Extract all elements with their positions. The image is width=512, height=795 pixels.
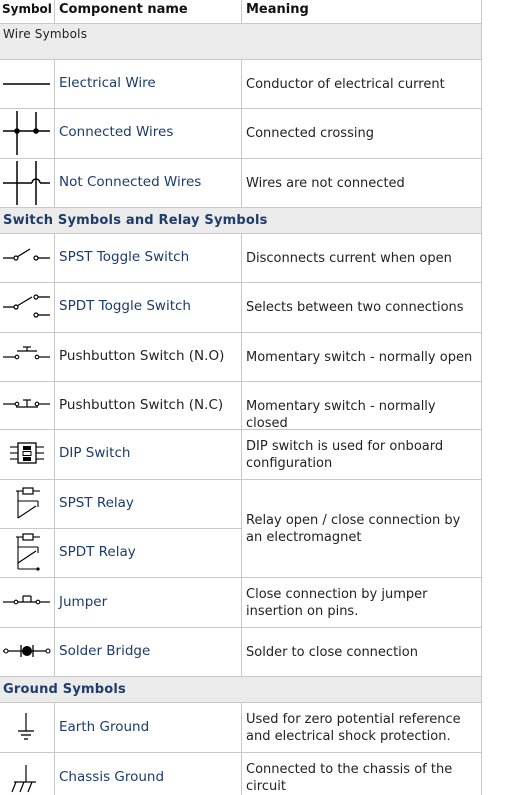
component-name[interactable]: Electrical Wire <box>59 75 156 91</box>
section-switch-relay-symbols <box>0 208 481 234</box>
spdt-relay-icon <box>0 529 54 577</box>
spst-toggle-switch-icon <box>0 234 54 282</box>
component-meaning: Used for zero potential reference and electrical shock protection. <box>246 712 461 744</box>
connected-wires-icon <box>0 109 54 158</box>
header-component-name: Component name <box>59 2 188 17</box>
header-symbol: Symbol <box>2 2 52 16</box>
column-divider <box>241 0 242 24</box>
component-name[interactable]: Chassis Ground <box>59 769 165 785</box>
component-name[interactable]: SPST Toggle Switch <box>59 249 190 265</box>
component-meaning: Connected to the chassis of the circuit <box>246 762 453 794</box>
section-ground-symbols <box>0 677 481 703</box>
jumper-icon <box>0 578 54 627</box>
component-meaning: Relay open / close connection by an electromagnet <box>246 513 461 545</box>
section-wire-symbols <box>0 24 481 60</box>
component-name[interactable]: SPDT Toggle Switch <box>59 298 191 314</box>
component-meaning: Momentary switch - normally open <box>246 350 473 365</box>
section-title: Ground Symbols <box>3 682 126 697</box>
column-divider <box>241 703 242 795</box>
component-name: Pushbutton Switch (N.C) <box>59 397 224 413</box>
not-connected-wires-icon <box>0 159 54 207</box>
component-name: Pushbutton Switch (N.O) <box>59 348 225 364</box>
component-name[interactable]: Connected Wires <box>59 124 174 140</box>
section-title: Wire Symbols <box>3 27 88 41</box>
component-name[interactable]: Jumper <box>59 594 108 610</box>
solder-bridge-icon <box>0 628 54 676</box>
electrical-wire-icon <box>0 60 54 108</box>
component-meaning: Conductor of electrical current <box>246 77 445 92</box>
column-divider <box>54 703 55 795</box>
component-name[interactable]: Not Connected Wires <box>59 174 202 190</box>
column-divider <box>241 234 242 677</box>
spst-relay-icon <box>0 480 54 528</box>
component-meaning: Solder to close connection <box>246 645 418 660</box>
component-name[interactable]: Earth Ground <box>59 719 150 735</box>
component-name[interactable]: Solder Bridge <box>59 643 151 659</box>
component-name[interactable]: SPDT Relay <box>59 544 136 560</box>
column-divider <box>54 234 55 677</box>
column-divider <box>54 0 55 24</box>
earth-ground-icon <box>0 703 54 752</box>
component-meaning: Wires are not connected <box>246 176 405 191</box>
component-meaning: Selects between two connections <box>246 300 464 315</box>
component-meaning: Momentary switch - normally closed <box>246 399 436 431</box>
spdt-toggle-switch-icon <box>0 283 54 332</box>
pushbutton-no-icon <box>0 333 54 381</box>
dip-switch-icon <box>0 430 54 479</box>
pushbutton-nc-icon <box>0 382 54 429</box>
component-meaning: Close connection by jumper insertion on pins. <box>246 587 428 619</box>
header-meaning: Meaning <box>246 2 309 17</box>
column-divider <box>54 60 55 208</box>
column-divider <box>241 60 242 208</box>
component-meaning: Connected crossing <box>246 126 374 141</box>
section-title: Switch Symbols and Relay Symbols <box>3 213 268 228</box>
chassis-ground-icon <box>0 753 54 795</box>
component-meaning: Disconnects current when open <box>246 251 452 266</box>
component-name[interactable]: SPST Relay <box>59 495 134 511</box>
component-meaning: DIP switch is used for onboard configuration <box>246 439 444 471</box>
component-name[interactable]: DIP Switch <box>59 445 131 461</box>
